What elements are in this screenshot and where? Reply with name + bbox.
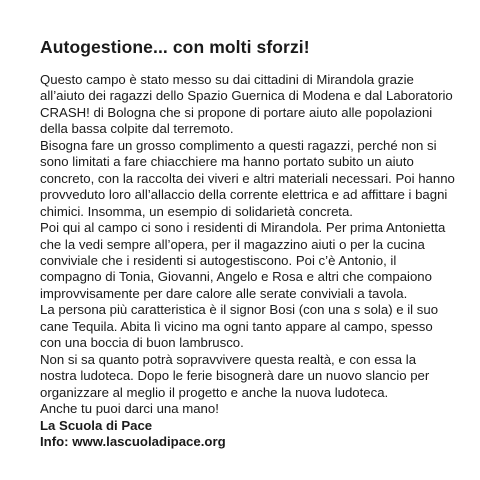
- body-line: improvvisamente per dare calore alle serate conviviali a tavola.: [40, 285, 408, 301]
- body-line: concreto, con la raccolta dei viveri e altri materiali necessari. Poi hanno: [40, 170, 455, 186]
- body-line: conviviale che i residenti si autogestiscono. Poi c’è Antonio, il: [40, 252, 397, 268]
- bosi-text-start: La persona più caratteristica è il signor Bosi (con una: [40, 302, 354, 318]
- body-line: Bisogna fare un grosso complimento a questi ragazzi, perché non si: [40, 137, 437, 153]
- body-line: che la vedi sempre all’opera, per il magazzino aiuti o per la cucina: [40, 236, 425, 252]
- body-line-bosi: [40, 302, 460, 318]
- body-line: all’aiuto dei ragazzi dello Spazio Guernica di Modena e dal Laboratorio: [40, 88, 453, 104]
- body-line: nostra ludoteca. Dopo le ferie bisognerà dare un nuovo slancio per: [40, 368, 430, 384]
- body-line: Poi qui al campo ci sono i residenti di Mirandola. Per prima Antonietta: [40, 220, 446, 236]
- body-line: sono limitati a fare chiacchiere ma hanno portato subito un aiuto: [40, 154, 414, 170]
- bosi-text-end: sola) e il suo: [360, 302, 439, 318]
- signature: La Scuola di Pace: [40, 417, 153, 433]
- article-body: [40, 72, 460, 450]
- body-line: Non si sa quanto potrà sopravvivere questa realtà, e con essa la: [40, 351, 417, 367]
- body-line: organizzare al meglio il progetto e anche la nuova ludoteca.: [40, 384, 389, 400]
- body-line: chimici. Insomma, un esempio di solidarietà concreta.: [40, 203, 353, 219]
- body-line: compagno di Tonia, Giovanni, Angelo e Rosa e altri che compaiono: [40, 269, 432, 285]
- info-line: Info: www.lascuoladipace.org: [40, 433, 226, 449]
- bosi-italic-letter: s: [353, 302, 361, 318]
- body-line: Questo campo è stato messo su dai cittadini di Mirandola grazie: [40, 72, 414, 87]
- body-line: cane Tequila. Abita lì vicino ma ogni tanto appare al campo, spesso: [40, 318, 433, 334]
- article-title: Autogestione... con molti sforzi!: [40, 37, 310, 57]
- body-line: con una boccia di buon lambrusco.: [40, 335, 244, 351]
- body-line: provveduto loro all’allaccio della corrente elettrica e ad affittare i bagni: [40, 187, 448, 203]
- body-line: della bassa colpite dal terremoto.: [40, 121, 234, 137]
- body-line: CRASH! di Bologna che si propone di portare aiuto alle popolazioni: [40, 104, 433, 120]
- body-line: Anche tu puoi darci una mano!: [40, 401, 219, 417]
